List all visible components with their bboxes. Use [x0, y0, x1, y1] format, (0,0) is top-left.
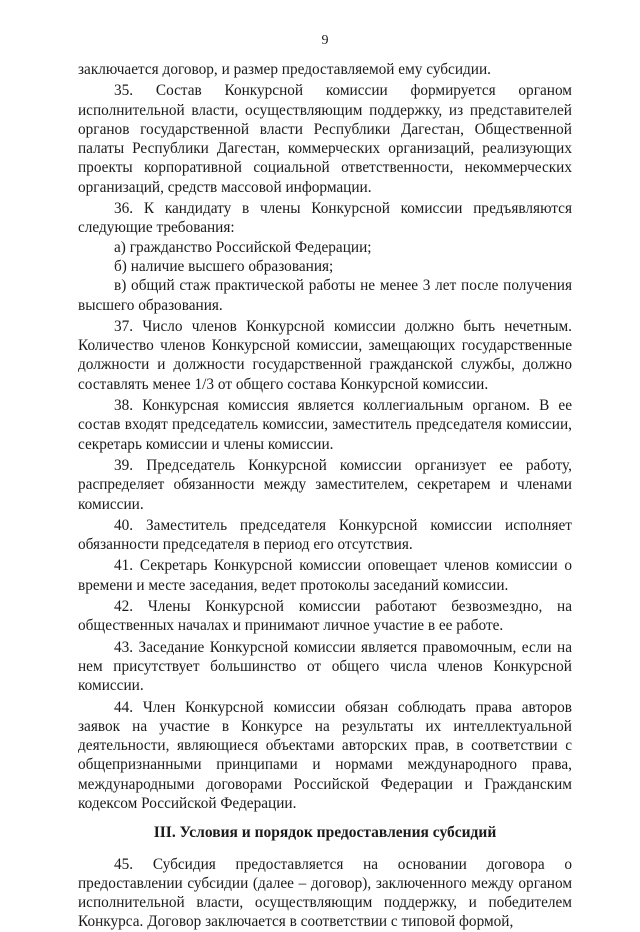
paragraph-40: 40. Заместитель председателя Конкурсной комиссии исполняет обязанности председателя в период его отсутствия. — [78, 516, 572, 554]
paragraph-39: 39. Председатель Конкурсной комиссии организует ее работу, распределяет обязанности между заместителем, секретарем и членами комиссии. — [78, 456, 572, 513]
paragraph-43: 43. Заседание Конкурсной комиссии является правомочным, если на нем присутствует большинство от общего числа членов Конкурсной комиссии. — [78, 638, 572, 695]
section-title: III. Условия и порядок предоставления субсидий — [153, 824, 497, 842]
paragraph-38: 38. Конкурсная комиссия является коллегиальным органом. В ее состав входят председатель комиссии, заместитель председателя комиссии, секретарь комиссии и члены комиссии. — [78, 397, 572, 453]
page-number: 9 — [321, 33, 329, 48]
paragraph-36-b: б) наличие высшего образования; — [114, 257, 334, 275]
paragraph-37: 37. Число членов Конкурсной комиссии должно быть нечетным. Количество членов Конкурсной комиссии, замещающих государственные должности и должности государственной гражданской службы, должно составлять менее 1/3 от общего состава Конкурсной комиссии. — [78, 317, 572, 393]
paragraph-45: 45. Субсидия предоставляется на основании договора о предоставлении субсидии (далее – договор), заключенного между органом исполнительной власти, осуществляющим поддержку, и победителем Конкурса. Договор заключается в соответствии с типовой формой, — [78, 855, 572, 931]
paragraph-continuation: заключается договор, и размер предоставляемой ему субсидии. — [78, 61, 492, 78]
paragraph-35: 35. Состав Конкурсной комиссии формируется органом исполнительной власти, осуществляющим поддержку, из представителей органов государственной власти Республики Дагестан, Общественной палаты Республики Дагестан, коммерческих организаций, реализующих проекты корпоративной социальной ответственности, некоммерческих организаций, средств массовой информации. — [78, 82, 572, 196]
paragraph-36-c: в) общий стаж практической работы не менее 3 лет после получения высшего образования. — [78, 277, 572, 314]
paragraph-36: 36. К кандидату в члены Конкурсной комиссии предъявляются следующие требования: — [78, 200, 572, 237]
paragraph-44: 44. Член Конкурсной комиссии обязан соблюдать права авторов заявок на участие в Конкурсе на результаты их интеллектуальной деятельности, являющиеся объектами авторских прав, в соответствии с общепризнанными принципами и нормами международного права, международными договорами Российской Федерации и Гражданским кодексом Российской Федерации. — [78, 698, 572, 812]
paragraph-41: 41. Секретарь Конкурсной комиссии оповещает членов комиссии о времени и месте заседания, ведет протоколы заседаний комиссии. — [78, 557, 572, 594]
document-body — [78, 60, 572, 932]
paragraph-36-a: а) гражданство Российской Федерации; — [114, 238, 372, 256]
paragraph-42: 42. Члены Конкурсной комиссии работают безвозмездно, на общественных началах и принимают личное участие в ее работе. — [78, 598, 572, 635]
